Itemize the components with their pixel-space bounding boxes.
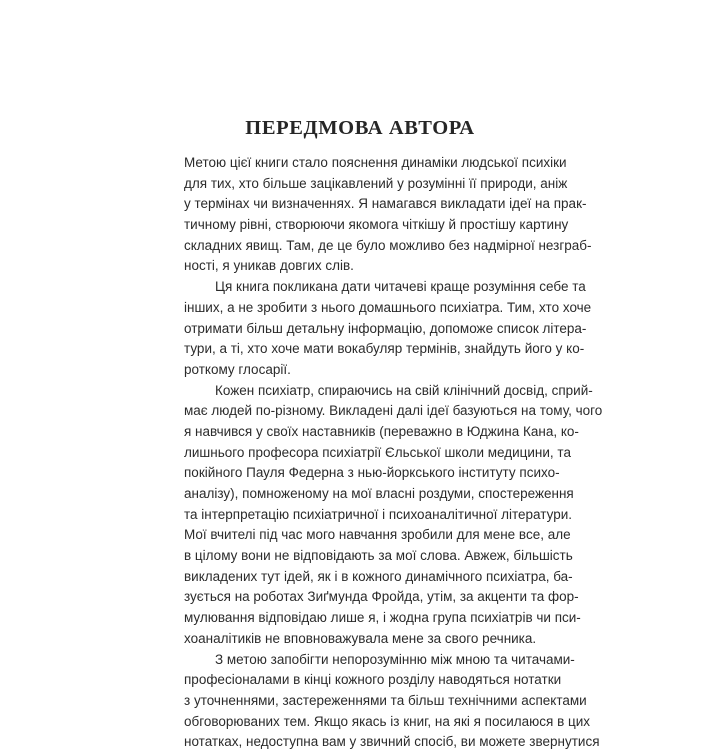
text-line: тичному рівні, створюючи якомога чіткішу й простішу картину xyxy=(184,217,569,233)
text-line: обговорюваних тем. Якщо якась із книг, на які я посилаюся в цих xyxy=(184,713,591,729)
text-line: в цілому вони не відповідають за мої слова. Авжеж, більшість xyxy=(184,548,573,564)
text-line: хоаналітиків не вповноважувала мене за свого речника. xyxy=(184,630,537,646)
text-line: складних явищ. Там, де це було можливо без надмірної незграб- xyxy=(184,237,592,253)
text-line: отримати більш детальну інформацію, допоможе список літера- xyxy=(184,320,587,336)
text-line: та інтерпретацію психіатричної і психоаналітичної літератури. xyxy=(184,506,573,522)
text-line: Ця книга покликана дати читачеві краще розуміння себе та xyxy=(215,279,586,295)
text-line: професіоналами в кінці кожного розділу наводяться нотатки xyxy=(184,672,562,688)
text-line: має людей по-різному. Викладені далі ідеї базуються на тому, чого xyxy=(184,403,603,419)
text-line: у термінах чи визначеннях. Я намагався викладати ідеї на прак- xyxy=(184,196,587,212)
text-line: лишнього професора психіатрії Єльської школи медицини, та xyxy=(184,444,571,460)
text-line: інших, а не зробити з нього домашнього психіатра. Тим, хто хоче xyxy=(184,299,592,315)
text-line: Мої вчителі під час мого навчання зробили для мене все, але xyxy=(184,527,571,543)
body-text xyxy=(184,153,603,753)
text-line: Метою цієї книги стало пояснення динаміки людської психіки xyxy=(184,155,567,170)
text-line: нотатках, недоступна вам у звичний спосіб, ви можете звернутися xyxy=(184,734,600,750)
text-line: мулювання відповідаю лише я, і жодна група психіатрів чи пси- xyxy=(184,610,581,626)
text-line: для тих, хто більше зацікавлений у розумінні її природи, аніж xyxy=(184,175,568,191)
text-line: з уточненнями, застереженнями та більш технічними аспектами xyxy=(184,692,587,708)
text-line: аналізу), помноженому на мої власні роздуми, спостереження xyxy=(184,486,574,501)
text-line: я навчився у своїх наставників (переважно в Юджина Кана, ко- xyxy=(184,423,579,439)
text-line: Кожен психіатр, спираючись на свій клінічний досвід, сприй- xyxy=(215,382,593,398)
text-line: тури, а ті, хто хоче мати вокабуляр термінів, знайдуть його у ко- xyxy=(184,341,585,357)
page-title: ПЕРЕДМОВА АВТОРА xyxy=(245,117,475,139)
text-line: З метою запобігти непорозумінню між мною та читачами- xyxy=(215,651,575,667)
text-line: роткому глосарії. xyxy=(184,361,291,377)
text-line: викладених тут ідей, як і в кожного динамічного психіатра, ба- xyxy=(184,568,573,584)
text-line: покійного Пауля Федерна з нью-йоркського інституту психо- xyxy=(184,465,560,481)
text-line: зується на роботах Зиґмунда Фройда, утім, за акценти та фор- xyxy=(184,589,579,605)
text-line: ності, я уникав довгих слів. xyxy=(184,258,354,274)
